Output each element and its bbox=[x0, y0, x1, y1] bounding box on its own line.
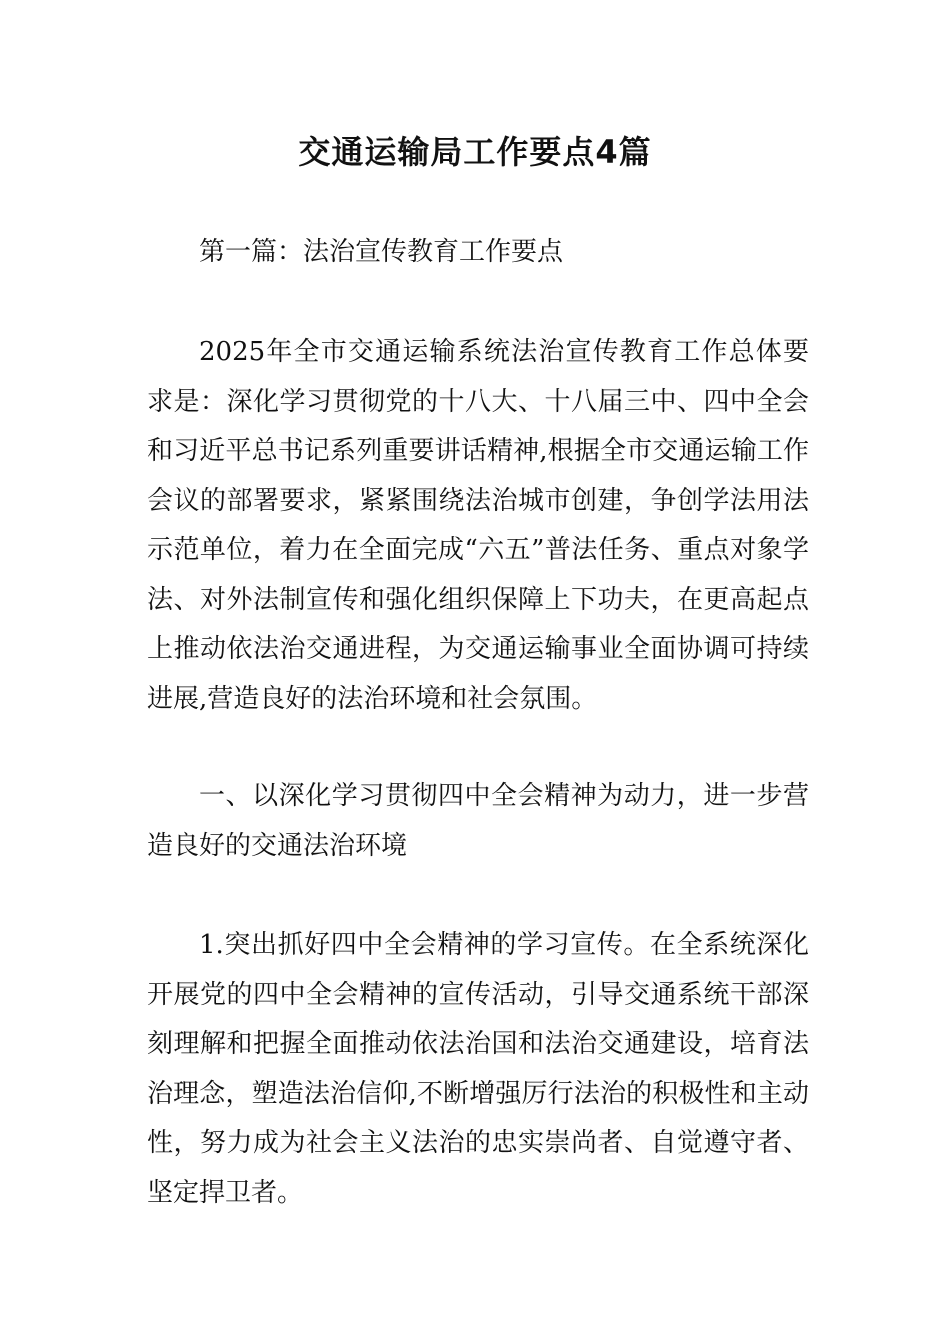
section-heading: 第一篇：法治宣传教育工作要点 bbox=[199, 237, 564, 267]
document-title: 交通运输局工作要点4篇 bbox=[298, 133, 652, 171]
subsection-heading: 一、以深化学习贯彻四中全会精神为动力，进一步营造良好的交通法治环境 bbox=[147, 781, 809, 861]
intro-paragraph: 2025年全市交通运输系统法治宣传教育工作总体要求是：深化学习贯彻党的十八大、十八届三中、四中全会和习近平总书记系列重要讲话精神,根据全市交通运输工作会议的部署要求，紧紧围绕法治城市创建，争创学法用法示范单位，着力在全面完成“六五”普法任务、重点对象学法、对外法制宣传和强化组织保障上下功夫，在更高起点上推动依法治交通进程，为交通运输事业全面协调可持续进展,营造良好的法治环境和社会氛围。 bbox=[147, 337, 809, 714]
numbered-paragraph: 1.突出抓好四中全会精神的学习宣传。在全系统深化开展党的四中全会精神的宣传活动，引导交通系统干部深刻理解和把握全面推动依法治国和法治交通建设，培育法治理念，塑造法治信仰,不断增强厉行法治的积极性和主动性，努力成为社会主义法治的忠实崇尚者、自觉遵守者、坚定捍卫者。 bbox=[147, 930, 809, 1208]
